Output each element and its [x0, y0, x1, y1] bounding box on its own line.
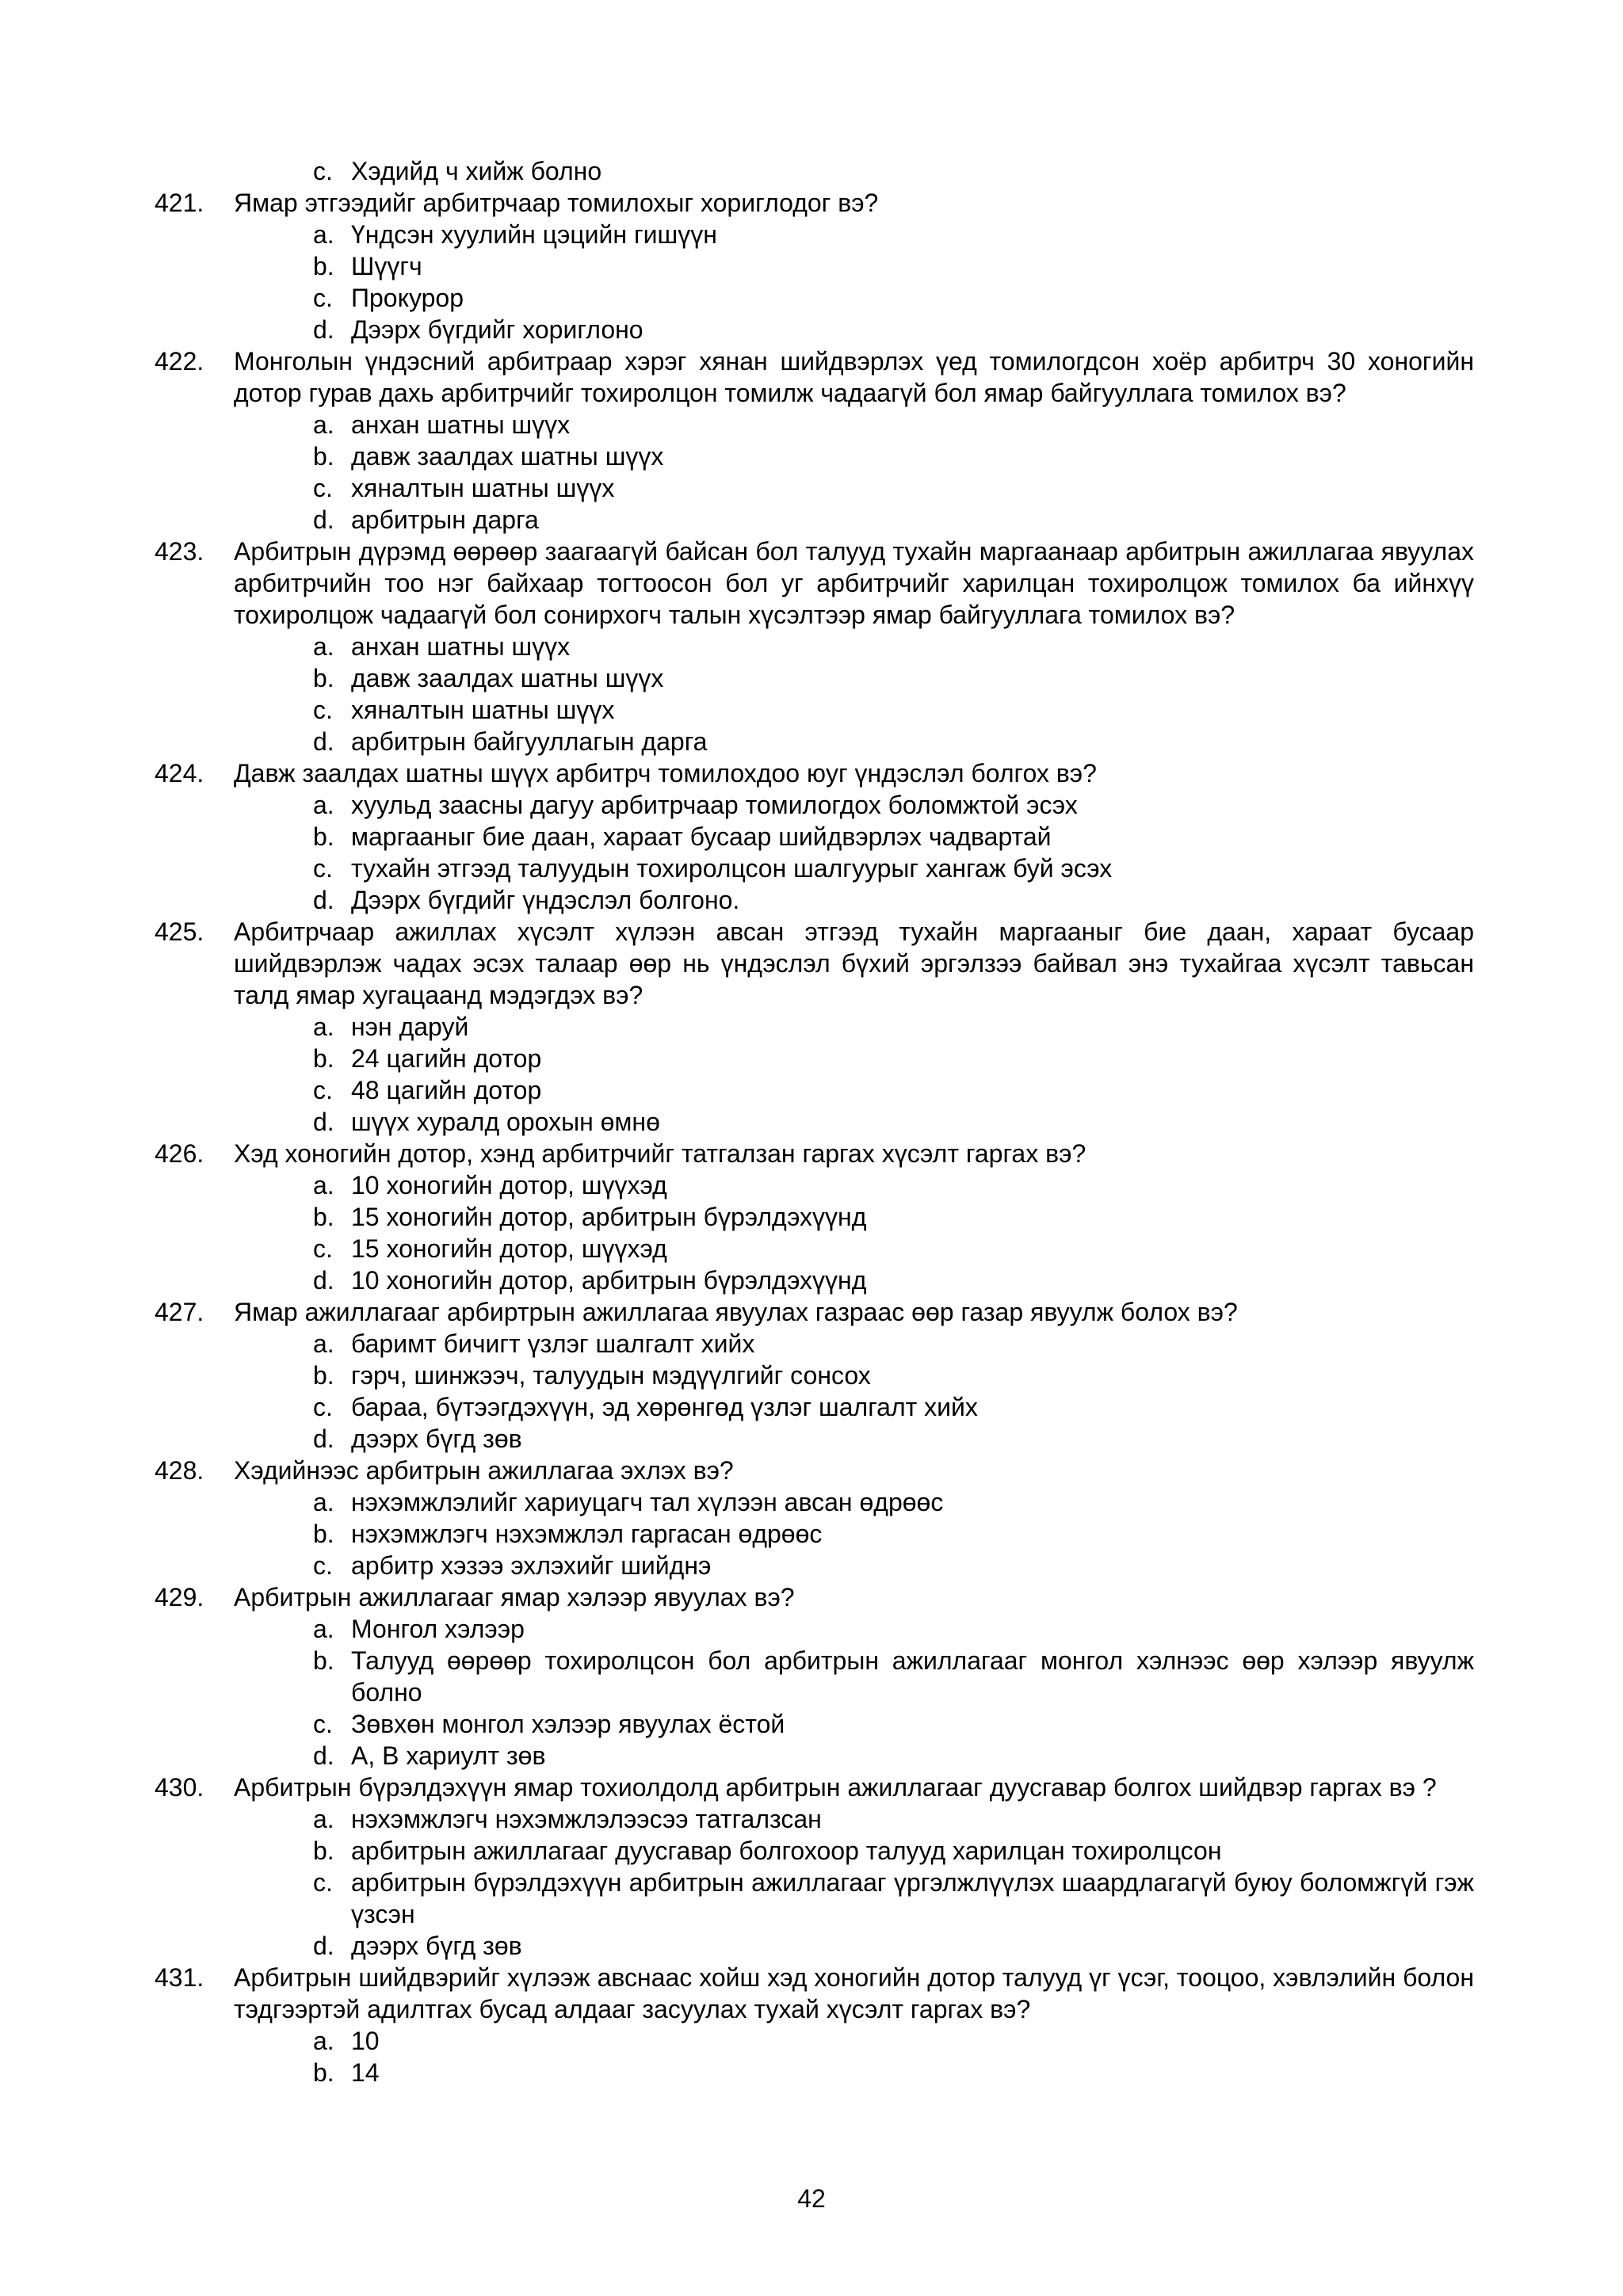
option-letter: b.	[313, 1361, 334, 1390]
option-text: Монгол хэлээр	[351, 1615, 525, 1643]
option-item	[313, 1391, 1474, 1423]
option-letter: d.	[313, 315, 334, 344]
option-text: давж заалдах шатны шүүх	[351, 442, 664, 471]
option-item	[313, 1074, 1474, 1106]
option-item	[313, 1930, 1474, 1962]
option-letter: a.	[313, 1329, 334, 1358]
option-item	[313, 1708, 1474, 1740]
question-item	[155, 1455, 1474, 1486]
option-letter: b.	[313, 822, 334, 851]
option-text: арбитрын байгууллагын дарга	[351, 727, 708, 756]
option-text: тухайн этгээд талуудын тохиролцсон шалгуурыг хангаж буй эсэх	[351, 854, 1113, 883]
question-text: Ямар ажиллагааг арбиртрын ажиллагаа явуулах газраас өөр газар явуулж болох вэ?	[234, 1298, 1238, 1326]
option-text: арбитрын дарга	[351, 505, 539, 534]
option-text: нэхэмжлэгч нэхэмжлэл гаргасан өдрөөс	[351, 1520, 823, 1548]
question-item	[155, 757, 1474, 789]
option-list	[313, 1613, 1474, 1772]
option-text: 15 хоногийн дотор, шүүхэд	[351, 1234, 667, 1263]
option-letter: d.	[313, 1932, 334, 1960]
option-text: 15 хоногийн дотор, арбитрын бүрэлдэхүүнд	[351, 1203, 867, 1231]
option-letter: b.	[313, 1520, 334, 1548]
option-letter: d.	[313, 886, 334, 914]
question-text: Арбитрын бүрэлдэхүүн ямар тохиолдолд арбитрын ажиллагааг дуусгавар болгох шийдвэр гаргах вэ ?	[234, 1773, 1437, 1802]
option-text: хуульд заасны дагуу арбитрчаар томилогдох боломжтой эсэх	[351, 791, 1078, 819]
option-letter: c.	[313, 284, 333, 312]
option-text: 14	[351, 2058, 380, 2087]
option-list	[313, 789, 1474, 916]
option-text: арбитр хэзээ эхлэхийг шийднэ	[351, 1551, 712, 1580]
option-item	[313, 472, 1474, 504]
option-letter: b.	[313, 442, 334, 471]
option-item	[313, 1486, 1474, 1518]
option-item	[313, 409, 1474, 441]
question-number: 428.	[155, 1456, 204, 1485]
option-letter: d.	[313, 1425, 334, 1453]
option-letter: a.	[313, 1488, 334, 1516]
option-text: хяналтын шатны шүүх	[351, 474, 615, 502]
option-item	[313, 314, 1474, 345]
option-text: бараа, бүтээгдэхүүн, эд хөрөнгөд үзлэг шалгалт хийх	[351, 1393, 978, 1421]
option-letter: a.	[313, 1013, 334, 1041]
question-item	[155, 345, 1474, 409]
option-letter: c.	[313, 1710, 333, 1738]
option-item	[313, 694, 1474, 726]
option-text: нэхэмжлэгч нэхэмжлэлээсээ татгалзсан	[351, 1805, 822, 1833]
option-letter: b.	[313, 1203, 334, 1231]
option-item	[313, 250, 1474, 282]
option-list	[313, 1803, 1474, 1962]
option-item	[313, 1328, 1474, 1360]
question-number: 423.	[155, 537, 204, 566]
question-item	[155, 1138, 1474, 1169]
question-text: Хэдийнээс арбитрын ажиллагаа эхлэх вэ?	[234, 1456, 734, 1485]
question-item	[155, 916, 1474, 1011]
option-letter: a.	[313, 632, 334, 661]
option-letter: c.	[313, 1551, 333, 1580]
question-text: Ямар этгээдийг арбитрчаар томилохыг хориглодог вэ?	[234, 189, 879, 217]
option-text: арбитрын бүрэлдэхүүн арбитрын ажиллагааг үргэлжлүүлэх шаардлагагүй буюу боломжгүй гэж үзсэн	[351, 1868, 1474, 1928]
option-item	[313, 821, 1474, 852]
option-letter: a.	[313, 1805, 334, 1833]
option-text: маргааныг бие даан, хараат бусаар шийдвэрлэх чадвартай	[351, 822, 1052, 851]
option-item	[313, 1423, 1474, 1455]
option-letter: a.	[313, 220, 334, 249]
option-text: дээрх бүгд зөв	[351, 1425, 522, 1453]
option-text: 10 хоногийн дотор, шүүхэд	[351, 1171, 667, 1199]
option-item	[313, 441, 1474, 472]
option-letter: a.	[313, 2027, 334, 2055]
option-list	[313, 1328, 1474, 1455]
question-number: 425.	[155, 917, 204, 946]
option-item	[313, 1201, 1474, 1233]
option-text: Прокурор	[351, 284, 464, 312]
option-text: анхан шатны шүүх	[351, 632, 571, 661]
option-letter: c.	[313, 474, 333, 502]
option-text: Дээрх бүгдийг үндэслэл болгоно.	[351, 886, 740, 914]
option-letter: a.	[313, 791, 334, 819]
option-item	[313, 662, 1474, 694]
option-text: шүүх хуралд орохын өмнө	[351, 1108, 660, 1136]
option-letter: a.	[313, 1615, 334, 1643]
option-item	[313, 1264, 1474, 1296]
option-letter: c.	[313, 854, 333, 883]
option-item	[313, 1011, 1474, 1043]
option-text: Хэдийд ч хийж болно	[351, 157, 602, 185]
option-letter: d.	[313, 1266, 334, 1295]
option-text: нэхэмжлэлийг хариуцагч тал хүлээн авсан өдрөөс	[351, 1488, 944, 1516]
question-text: Арбитрчаар ажиллах хүсэлт хүлээн авсан этгээд тухайн маргааныг бие даан, хараат бусаар шийдвэрлэж чадах эсэх талаар өөр нь үндэслэл бүхий эргэлзээ байвал энэ тухайгаа хүсэлт тавьсан талд ямар хугацаанд мэдэгдэх вэ?	[234, 917, 1474, 1009]
option-text: дээрх бүгд зөв	[351, 1932, 522, 1960]
option-list	[313, 631, 1474, 757]
option-text: 24 цагийн дотор	[351, 1044, 542, 1073]
option-letter: d.	[313, 1741, 334, 1770]
question-item	[155, 187, 1474, 219]
option-item	[313, 1803, 1474, 1835]
option-text: хяналтын шатны шүүх	[351, 696, 615, 724]
option-item	[313, 504, 1474, 536]
option-item	[313, 219, 1474, 250]
option-letter: c.	[313, 1076, 333, 1104]
option-item	[313, 1645, 1474, 1708]
option-text: арбитрын ажиллагааг дуусгавар болгохоор талууд харилцан тохиролцсон	[351, 1836, 1222, 1865]
option-text: А, В хариулт зөв	[351, 1741, 546, 1770]
option-text: Талууд өөрөөр тохиролцсон бол арбитрын ажиллагааг монгол хэлнээс өөр хэлээр явуулж болно	[351, 1646, 1474, 1707]
option-text: анхан шатны шүүх	[351, 410, 571, 439]
option-list	[313, 1011, 1474, 1138]
page-number: 42	[797, 2184, 826, 2213]
question-text: Хэд хоногийн дотор, хэнд арбитрчийг татгалзан гаргах хүсэлт гаргах вэ?	[234, 1139, 1086, 1168]
option-item	[313, 1043, 1474, 1074]
option-letter: c.	[313, 1868, 333, 1897]
option-item	[313, 282, 1474, 314]
option-list	[313, 409, 1474, 536]
option-text: давж заалдах шатны шүүх	[351, 664, 664, 692]
option-letter: a.	[313, 410, 334, 439]
option-list	[313, 2025, 1474, 2088]
question-number: 424.	[155, 759, 204, 788]
question-text: Давж заалдах шатны шүүх арбитрч томилохдоо юуг үндэслэл болгох вэ?	[234, 759, 1097, 788]
option-letter: a.	[313, 1171, 334, 1199]
option-item	[313, 2057, 1474, 2088]
option-item	[313, 1169, 1474, 1201]
question-number: 422.	[155, 347, 204, 376]
option-text: нэн даруй	[351, 1013, 469, 1041]
option-item	[313, 726, 1474, 757]
option-item	[313, 789, 1474, 821]
question-text: Арбитрын ажиллагааг ямар хэлээр явуулах вэ?	[234, 1583, 795, 1611]
option-text: Дээрх бүгдийг хориглоно	[351, 315, 643, 344]
option-item	[313, 1360, 1474, 1391]
option-item	[313, 1613, 1474, 1645]
option-item	[313, 155, 1474, 187]
question-text: Монголын үндэсний арбитраар хэрэг хянан шийдвэрлэх үед томилогдсон хоёр арбитрч 30 хоногийн дотор гурав дахь арбитрчийг тохиролцон томилж чадаагүй бол ямар байгууллага томилох вэ?	[234, 347, 1474, 407]
option-letter: c.	[313, 1234, 333, 1263]
option-item	[313, 1518, 1474, 1550]
question-number: 430.	[155, 1773, 204, 1802]
question-number: 421.	[155, 189, 204, 217]
option-letter: b.	[313, 1044, 334, 1073]
question-number: 427.	[155, 1298, 204, 1326]
option-list	[313, 219, 1474, 345]
option-item	[313, 2025, 1474, 2057]
option-letter: b.	[313, 1836, 334, 1865]
option-item	[313, 1867, 1474, 1930]
option-item	[313, 1835, 1474, 1867]
option-letter: b.	[313, 2058, 334, 2087]
question-item	[155, 1296, 1474, 1328]
option-letter: d.	[313, 505, 334, 534]
option-letter: d.	[313, 1108, 334, 1136]
option-text: Зөвхөн монгол хэлээр явуулах ёстой	[351, 1710, 785, 1738]
option-letter: b.	[313, 252, 334, 280]
question-item	[155, 1772, 1474, 1803]
option-item	[313, 884, 1474, 916]
question-item	[155, 536, 1474, 631]
option-text: Шүүгч	[351, 252, 422, 280]
option-letter: c.	[313, 696, 333, 724]
option-letter: c.	[313, 1393, 333, 1421]
option-item	[313, 1233, 1474, 1264]
option-item	[313, 1550, 1474, 1581]
question-text: Арбитрын дүрэмд өөрөөр заагаагүй байсан бол талууд тухайн маргаанаар арбитрын ажиллагаа явуулах арбитрчийн тоо нэг байхаар тогтоосон бол уг арбитрчийг харилцан тохиролцож томилох ба ийнхүү тохиролцож чадаагүй бол сонирхогч талын хүсэлтээр ямар байгууллага томилох вэ?	[234, 537, 1474, 629]
option-item	[313, 631, 1474, 662]
option-text: 10	[351, 2027, 380, 2055]
option-letter: d.	[313, 727, 334, 756]
option-item	[313, 1106, 1474, 1138]
option-letter: c.	[313, 157, 333, 185]
question-item	[155, 1581, 1474, 1613]
question-number: 431.	[155, 1963, 204, 1992]
option-item	[313, 852, 1474, 884]
question-number: 426.	[155, 1139, 204, 1168]
option-list	[313, 1486, 1474, 1581]
question-text: Арбитрын шийдвэрийг хүлээж авснаас хойш хэд хоногийн дотор талууд үг үсэг, тооцоо, хэвлэлийн болон тэдгээртэй адилтгах бусад алдааг засуулах тухай хүсэлт гаргах вэ?	[234, 1963, 1474, 2023]
option-text: баримт бичигт үзлэг шалгалт хийх	[351, 1329, 755, 1358]
option-letter: b.	[313, 664, 334, 692]
option-text: гэрч, шинжээч, талуудын мэдүүлгийг сонсох	[351, 1361, 871, 1390]
option-list	[313, 1169, 1474, 1296]
question-number: 429.	[155, 1583, 204, 1611]
option-item	[313, 1740, 1474, 1772]
option-letter: b.	[313, 1646, 334, 1675]
question-item	[155, 1962, 1474, 2025]
option-text: 48 цагийн дотор	[351, 1076, 542, 1104]
option-text: 10 хоногийн дотор, арбитрын бүрэлдэхүүнд	[351, 1266, 867, 1295]
option-text: Үндсэн хуулийн цэцийн гишүүн	[351, 220, 717, 249]
question-list	[155, 155, 1474, 2088]
